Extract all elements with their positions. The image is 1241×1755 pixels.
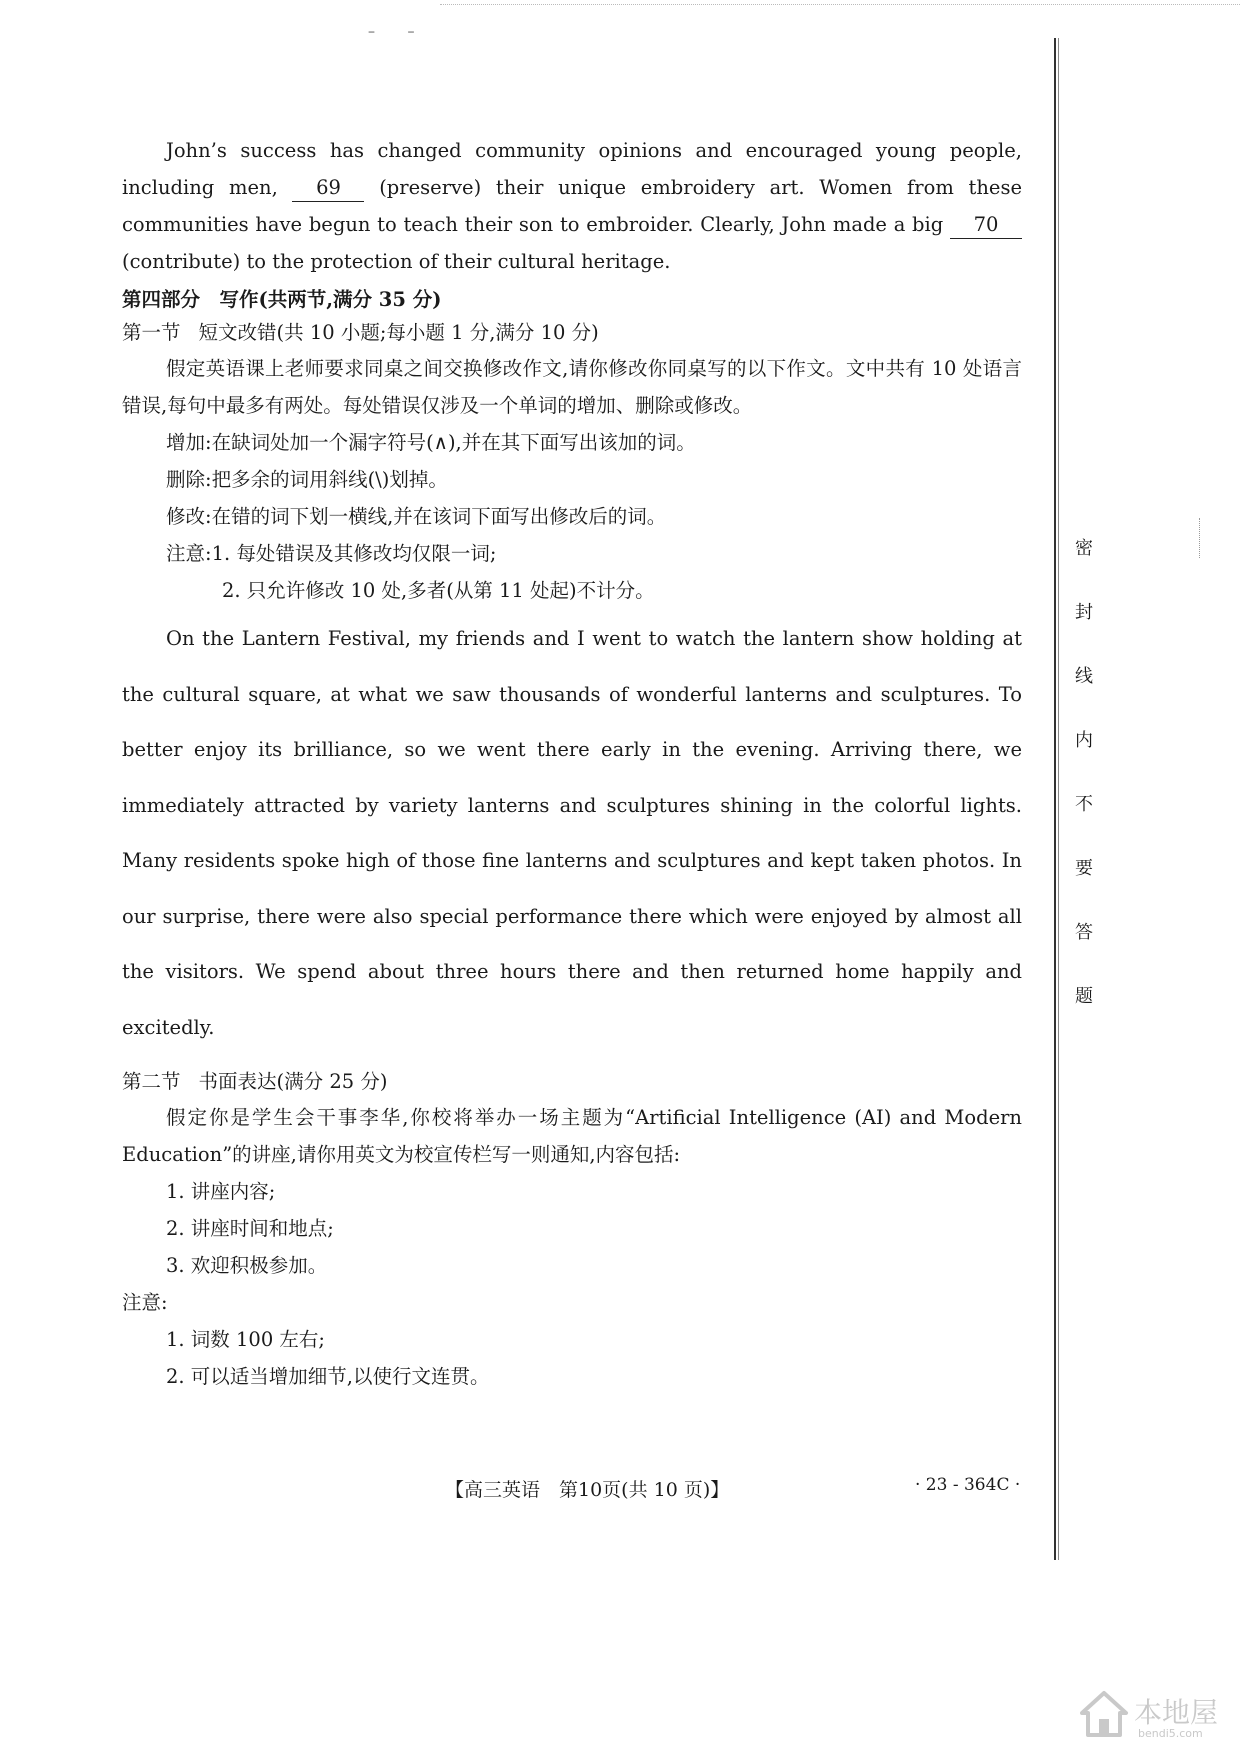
binding-char: 题 xyxy=(1075,986,1093,1007)
cloze-paragraph xyxy=(122,132,1022,280)
watermark-url: bendi5.com xyxy=(1138,1727,1203,1740)
error-correction-passage: On the Lantern Festival, my friends and I went to watch the lantern show holding at the cultural square, at what we saw thousands of wonderful lanterns and sculptures. To better enjoy its brilliance, so we went there early in the evening. Arriving there, we immediately attracted by variety lanterns and sculptures shining in the colorful lights. Many residents spoke high of those fine lanterns and sculptures and kept taken photos. In our surprise, there were also special performance there which were enjoyed by almost all the visitors. We spend about three hours there and then returned home happily and excitedly. xyxy=(122,627,1022,1039)
blank-70: 70 xyxy=(950,212,1022,239)
rule-add: 增加:在缺词处加一个漏字符号(∧),并在其下面写出该加的词。 xyxy=(166,431,696,454)
binding-char: 密 xyxy=(1075,538,1093,559)
cloze-sentence-3: (contribute) to the protection of their cultural heritage. xyxy=(122,250,671,273)
binding-char: 要 xyxy=(1075,858,1093,879)
binding-dots xyxy=(1199,518,1200,558)
top-scan-rule xyxy=(440,4,1240,5)
house-logo-icon xyxy=(1078,1689,1130,1741)
binding-char: 内 xyxy=(1075,730,1093,751)
note-two: 2. 只允许修改 10 处,多者(从第 11 处起)不计分。 xyxy=(222,579,655,602)
writing-task: 假定你是学生会干事李华,你校将举办一场主题为“Artificial Intelligence (AI) and Modern Education”的讲座,请你用英文为校宣传栏写一则通知,内容包括: xyxy=(122,1106,1022,1166)
notice-label: 注意: xyxy=(122,1291,168,1314)
watermark xyxy=(1078,1689,1236,1745)
page-footer: 【高三英语 第10页(共 10 页)】 xyxy=(445,1479,730,1501)
top-mark: – – xyxy=(368,24,429,40)
note-one: 注意:1. 每处错误及其修改均仅限一词; xyxy=(166,542,497,565)
binding-char: 答 xyxy=(1075,922,1093,943)
section-one-title xyxy=(122,316,1022,350)
binding-char: 封 xyxy=(1075,602,1093,623)
exam-code: · 23 - 364C · xyxy=(915,1475,1021,1495)
binding-margin-notice xyxy=(1070,535,1098,1047)
section-two-title xyxy=(122,1065,1022,1099)
rule-delete: 删除:把多余的词用斜线(\)划掉。 xyxy=(166,468,448,491)
section-one-number: 第一节 xyxy=(122,321,181,344)
task-item: 1. 讲座内容; xyxy=(166,1180,276,1203)
cloze-sentence-2: (preserve) their unique embroidery art. Women from these communities have begun to teach their son to embroider. Clearly, John made a big xyxy=(122,176,1023,236)
section-one-instruction: 假定英语课上老师要求同桌之间交换修改作文,请你修改你同桌写的以下作文。文中共有 10 处语言错误,每句中最多有两处。每处错误仅涉及一个单词的增加、删除或修改。 xyxy=(122,357,1022,417)
notice-item: 2. 可以适当增加细节,以使行文连贯。 xyxy=(166,1365,490,1388)
notice-item: 1. 词数 100 左右; xyxy=(166,1328,325,1351)
binding-char: 不 xyxy=(1075,794,1093,815)
task-item: 3. 欢迎积极参加。 xyxy=(166,1254,328,1277)
watermark-text: 本地屋 xyxy=(1134,1696,1219,1729)
page-content xyxy=(122,132,1022,1395)
binding-line xyxy=(1054,38,1056,1560)
cloze-sentence-1: John’s success has changed community opinions and encouraged young people, including men, xyxy=(122,139,1022,199)
section-two-number: 第二节 xyxy=(122,1070,181,1093)
task-item: 2. 讲座时间和地点; xyxy=(166,1217,334,1240)
section-two-heading: 书面表达(满分 25 分) xyxy=(198,1070,388,1093)
binding-char: 线 xyxy=(1075,666,1093,687)
binding-line-inner xyxy=(1058,38,1059,1560)
section-one-heading: 短文改错(共 10 小题;每小题 1 分,满分 10 分) xyxy=(198,321,599,344)
part-four-title: 第四部分 写作(共两节,满分 35 分) xyxy=(122,288,442,311)
blank-69: 69 xyxy=(292,175,364,202)
rule-modify: 修改:在错的词下划一横线,并在该词下面写出修改后的词。 xyxy=(166,505,667,528)
